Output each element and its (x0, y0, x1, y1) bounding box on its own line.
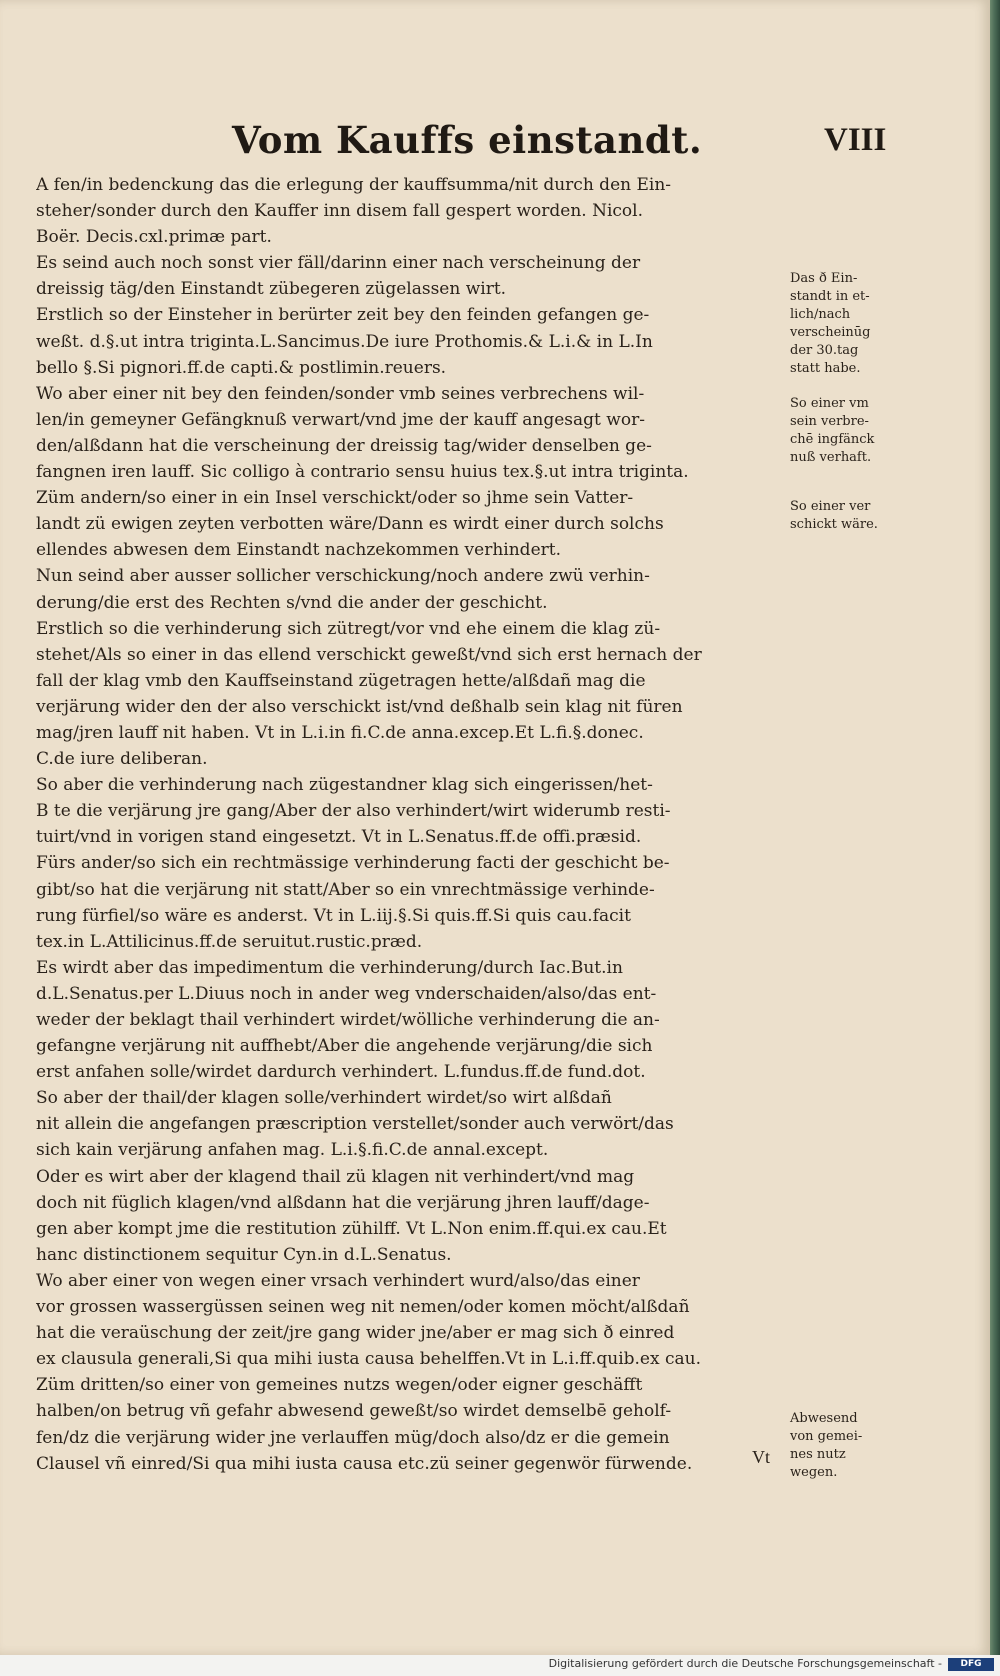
marginal-note-line: standt in et- (790, 289, 870, 304)
page-footer (0, 1655, 1000, 1676)
text-line: Nun seind aber ausser sollicher verschickung/noch andere zwü verhin- (36, 566, 650, 587)
text-line: Es wirdt aber das impedimentum die verhinderung/durch Iac.But.in (36, 957, 623, 978)
marginal-note-line: So einer ver (790, 499, 871, 514)
text-line: Züm andern/so einer in ein Insel verschickt/oder so jhme sein Vatter- (36, 488, 634, 509)
marginal-note-line: nes nutz (790, 1447, 846, 1462)
page-header (0, 118, 990, 174)
marginal-note-line: sein verbre- (790, 414, 869, 429)
marginal-note-line: schickt wäre. (790, 517, 878, 532)
marginal-note-line: So einer vm (790, 396, 869, 411)
marginal-note-1 (790, 270, 886, 378)
marginal-note-line: Abwesend (790, 1411, 858, 1426)
text-line: fall der klag vmb den Kauffseinstand zügetragen hette/alßdañ mag die (36, 670, 646, 691)
text-line: derung/die erst des Rechten s/vnd die ander der geschicht. (36, 592, 548, 613)
text-line: Boër. Decis.cxl.primæ part. (36, 227, 272, 248)
marginal-note-line: chē ingfänck (790, 432, 875, 447)
text-line: A fen/in bedenckung das die erlegung der kauffsumma/nit durch den Ein- (36, 175, 672, 195)
text-line: nit allein die angefangen præscription verstellet/sonder auch verwört/das (36, 1114, 674, 1135)
text-line: fen/dz die verjärung wider jne verlauffen müg/doch also/dz er die gemein (36, 1427, 670, 1448)
marginal-note-line: lich/nach (790, 307, 851, 322)
digitization-credit: Digitalisierung gefördert durch die Deutsche Forschungsgemeinschaft - (548, 1657, 942, 1670)
running-head: Vom Kauffs einstandt. (232, 118, 703, 162)
text-line: landt zü ewigen zeyten verbotten wäre/Dann es wirdt einer durch solchs (36, 514, 664, 535)
text-line: hanc distinctionem sequitur Cyn.in d.L.Senatus. (36, 1244, 452, 1265)
text-line: B te die verjärung jre gang/Aber der also verhindert/wirt widerumb resti- (36, 801, 671, 822)
text-line: tex.in L.Attilicinus.ff.de seruitut.rustic.præd. (36, 931, 423, 952)
text-line: den/alßdann hat die verscheinung der dreissig tag/wider denselben ge- (36, 435, 652, 456)
text-line: rung fürfiel/so wäre es anderst. Vt in L.iij.§.Si quis.ff.Si quis cau.facit (36, 905, 631, 926)
text-line: C.de iure deliberan. (36, 749, 208, 770)
marginal-note-line: Das ð Ein- (790, 271, 858, 286)
text-line: doch nit füglich klagen/vnd alßdann hat die verjärung jhren lauff/dage- (36, 1192, 650, 1213)
text-line: vor grossen wassergüssen seinen weg nit nemen/oder komen möcht/alßdañ (36, 1297, 690, 1318)
catchword: Vt (752, 1447, 770, 1467)
marginal-note-2 (790, 395, 886, 467)
text-line: gefangne verjärung nit auffhebt/Aber die angehende verjärung/die sich (36, 1036, 653, 1057)
marginal-note-line: wegen. (790, 1465, 838, 1480)
text-line: So aber der thail/der klagen solle/verhindert wirdet/so wirt alßdañ (36, 1088, 612, 1109)
text-line: gibt/so hat die verjärung nit statt/Aber so ein vnrechtmässige verhinde- (36, 879, 655, 900)
text-line: Es seind auch noch sonst vier fäll/darinn einer nach verscheinung der (36, 253, 641, 274)
text-line: bello §.Si pignori.ff.de capti.& postlimin.reuers. (36, 357, 447, 378)
text-line: Erstlich so der Einsteher in berürter zeit bey den feinden gefangen ge- (36, 305, 650, 326)
dfg-logo: DFG (948, 1658, 994, 1671)
text-line: So aber die verhinderung nach zügestandner klag sich eingerissen/het- (36, 775, 653, 796)
text-line: weder der beklagt thail verhindert wirdet/wölliche verhinderung die an- (36, 1010, 660, 1030)
text-line: stehet/Als so einer in das ellend verschickt geweßt/vnd sich erst hernach der (36, 644, 702, 665)
text-line: steher/sonder durch den Kauffer inn disem fall gespert worden. Nicol. (36, 201, 644, 222)
text-line: tuirt/vnd in vorigen stand eingesetzt. Vt in L.Senatus.ff.de offi.præsid. (36, 827, 642, 848)
folio-number: VIII (824, 122, 887, 158)
text-line: weßt. d.§.ut intra triginta.L.Sancimus.De iure Prothomis.& L.i.& in L.In (36, 331, 653, 352)
text-line: erst anfahen solle/wirdet dardurch verhindert. L.fundus.ff.de fund.dot. (36, 1062, 646, 1083)
marginal-note-4 (790, 1410, 886, 1482)
text-line: verjärung wider den der also verschickt ist/vnd deßhalb sein klag nit füren (36, 696, 683, 717)
marginal-note-line: der 30.tag (790, 343, 859, 358)
text-line: Züm dritten/so einer von gemeines nutzs wegen/oder eigner geschäfft (36, 1375, 643, 1396)
book-cover-edge (990, 0, 1000, 1655)
marginal-note-line: statt habe. (790, 361, 861, 376)
text-line: Erstlich so die verhinderung sich zütregt/vor vnd ehe einem die klag zü- (36, 618, 661, 639)
marginal-note-line: nuß verhaft. (790, 450, 872, 465)
text-line: halben/on betrug vñ gefahr abwesend geweßt/so wirdet demselbē geholf- (36, 1401, 672, 1422)
text-line: len/in gemeyner Gefängknuß verwart/vnd jme der kauff angesagt wor- (36, 409, 645, 430)
text-line: ex clausula generali,Si qua mihi iusta causa behelffen.Vt in L.i.ff.quib.ex cau. (36, 1349, 701, 1370)
marginal-note-line: von gemei- (790, 1429, 863, 1444)
text-line: gen aber kompt jme die restitution zühilff. Vt L.Non enim.ff.qui.ex cau.Et (36, 1218, 667, 1239)
text-line: Wo aber einer von wegen einer vrsach verhindert wurd/also/das einer (36, 1270, 640, 1291)
main-text-block (36, 172, 788, 1477)
text-line: fangnen iren lauff. Sic colligo à contrario sensu huius tex.§.ut intra triginta. (36, 462, 689, 483)
text-line: Clausel vñ einred/Si qua mihi iusta causa etc.zü seiner gegenwör fürwende. (36, 1453, 693, 1474)
text-line: dreissig täg/den Einstandt zübegeren zügelassen wirt. (36, 279, 507, 300)
text-line: d.L.Senatus.per L.Diuus noch in ander weg vnderschaiden/also/das ent- (36, 983, 657, 1004)
text-line: ellendes abwesen dem Einstandt nachzekommen verhindert. (36, 540, 561, 561)
text-line: mag/jren lauff nit haben. Vt in L.i.in fi.C.de anna.excep.Et L.fi.§.donec. (36, 722, 644, 743)
text-line: Fürs ander/so sich ein rechtmässige verhinderung facti der geschicht be- (36, 853, 670, 874)
text-line: hat die veraüschung der zeit/jre gang wider jne/aber er mag sich ð einred (36, 1323, 675, 1344)
marginal-note-line: verscheinūg (790, 325, 871, 340)
text-line: sich kain verjärung anfahen mag. L.i.§.fi.C.de annal.except. (36, 1140, 549, 1161)
text-line: Wo aber einer nit bey den feinden/sonder vmb seines verbrechens wil- (36, 383, 645, 404)
text-line: Oder es wirt aber der klagend thail zü klagen nit verhindert/vnd mag (36, 1166, 635, 1187)
marginal-note-3 (790, 498, 886, 534)
